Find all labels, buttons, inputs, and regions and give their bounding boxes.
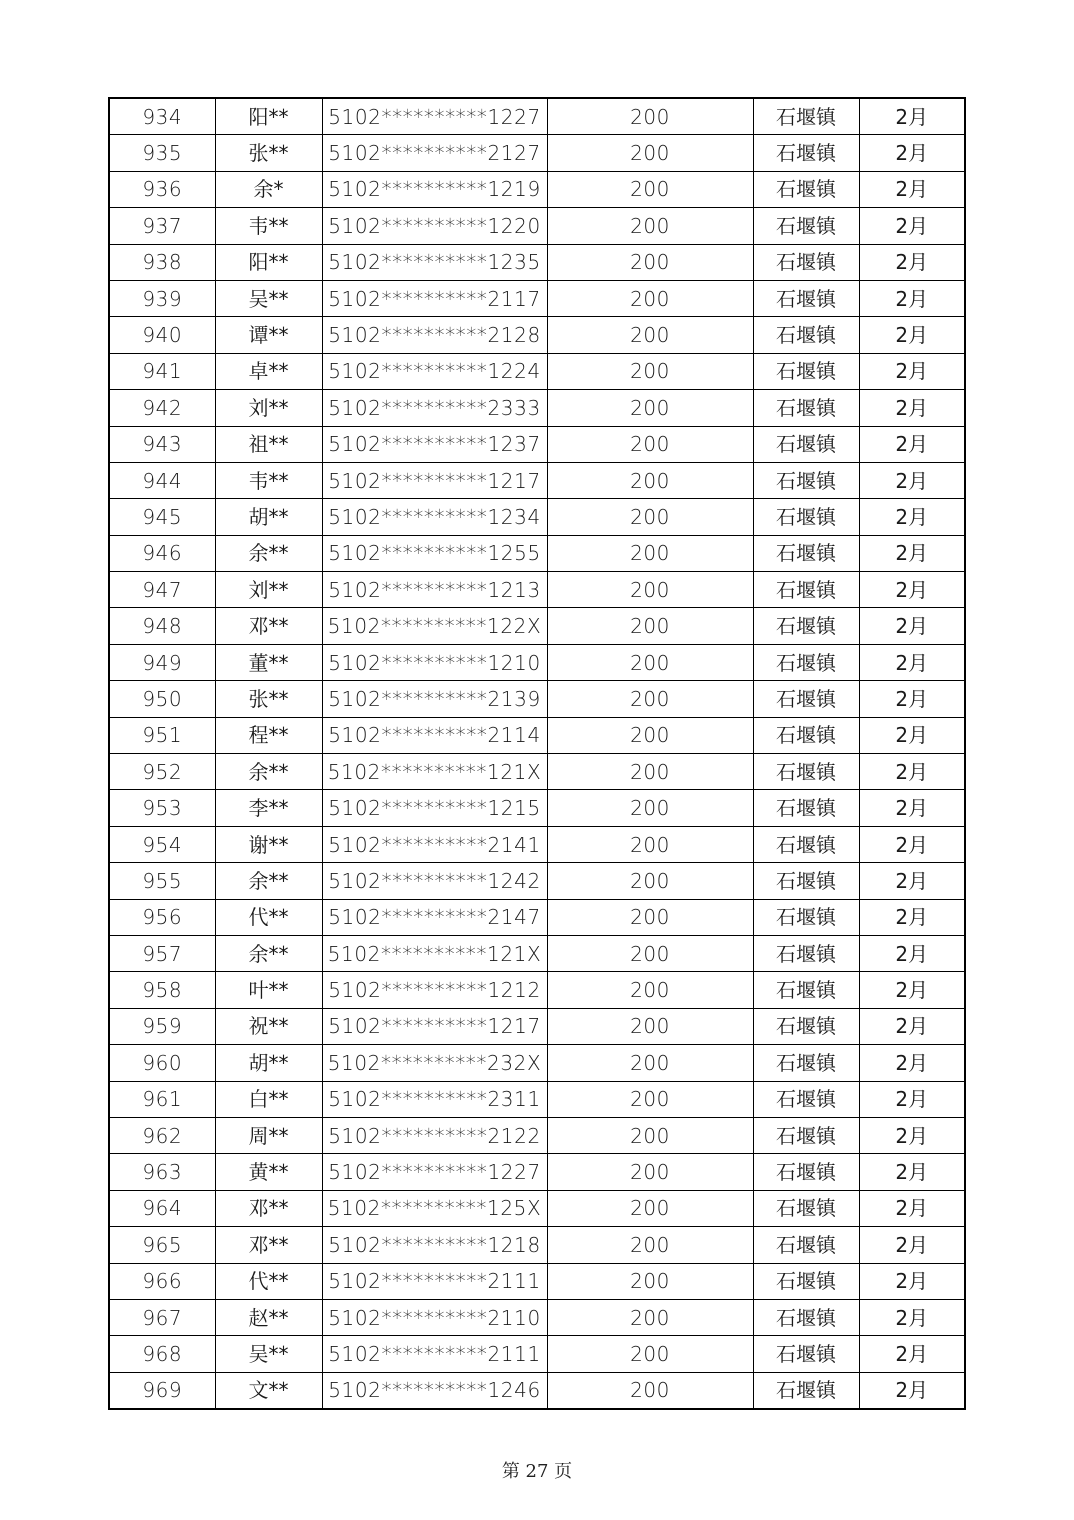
amount-cell: 200	[547, 1336, 753, 1372]
name-cell: 黄**	[215, 1154, 322, 1190]
month-cell: 2月	[859, 1117, 965, 1153]
table-row	[109, 935, 965, 971]
table-row	[109, 1299, 965, 1335]
amount-cell: 200	[547, 754, 753, 790]
id-number-cell: 5102**********1213	[322, 572, 547, 608]
id-number-cell: 5102**********1219	[322, 171, 547, 207]
id-number-cell: 5102**********2127	[322, 135, 547, 171]
amount-cell: 200	[547, 1154, 753, 1190]
table-row	[109, 1117, 965, 1153]
serial-number-cell: 964	[109, 1190, 215, 1226]
id-number-cell: 5102**********1227	[322, 1154, 547, 1190]
month-cell: 2月	[859, 98, 965, 135]
serial-number-cell: 968	[109, 1336, 215, 1372]
table-row	[109, 208, 965, 244]
table-row	[109, 1190, 965, 1226]
amount-cell: 200	[547, 1227, 753, 1263]
amount-cell: 200	[547, 171, 753, 207]
town-cell: 石堰镇	[753, 899, 859, 935]
serial-number-cell: 955	[109, 863, 215, 899]
name-cell: 邓**	[215, 608, 322, 644]
town-cell: 石堰镇	[753, 1263, 859, 1299]
id-number-cell: 5102**********1217	[322, 462, 547, 498]
amount-cell: 200	[547, 1117, 753, 1153]
id-number-cell: 5102**********1237	[322, 426, 547, 462]
town-cell: 石堰镇	[753, 826, 859, 862]
month-cell: 2月	[859, 208, 965, 244]
serial-number-cell: 965	[109, 1227, 215, 1263]
amount-cell: 200	[547, 135, 753, 171]
name-cell: 谭**	[215, 317, 322, 353]
serial-number-cell: 969	[109, 1372, 215, 1409]
town-cell: 石堰镇	[753, 171, 859, 207]
amount-cell: 200	[547, 353, 753, 389]
serial-number-cell: 948	[109, 608, 215, 644]
table-row	[109, 790, 965, 826]
town-cell: 石堰镇	[753, 535, 859, 571]
id-number-cell: 5102**********2117	[322, 280, 547, 316]
town-cell: 石堰镇	[753, 608, 859, 644]
month-cell: 2月	[859, 972, 965, 1008]
name-cell: 祖**	[215, 426, 322, 462]
id-number-cell: 5102**********1234	[322, 499, 547, 535]
id-number-cell: 5102**********1217	[322, 1008, 547, 1044]
table-row	[109, 1227, 965, 1263]
month-cell: 2月	[859, 1081, 965, 1117]
table-row	[109, 244, 965, 280]
month-cell: 2月	[859, 426, 965, 462]
id-number-cell: 5102**********1215	[322, 790, 547, 826]
id-number-cell: 5102**********2111	[322, 1263, 547, 1299]
town-cell: 石堰镇	[753, 208, 859, 244]
table-row	[109, 1263, 965, 1299]
month-cell: 2月	[859, 790, 965, 826]
amount-cell: 200	[547, 863, 753, 899]
amount-cell: 200	[547, 826, 753, 862]
month-cell: 2月	[859, 1008, 965, 1044]
id-number-cell: 5102**********2311	[322, 1081, 547, 1117]
id-number-cell: 5102**********2122	[322, 1117, 547, 1153]
id-number-cell: 5102**********125X	[322, 1190, 547, 1226]
town-cell: 石堰镇	[753, 972, 859, 1008]
serial-number-cell: 945	[109, 499, 215, 535]
id-number-cell: 5102**********1218	[322, 1227, 547, 1263]
table-row	[109, 644, 965, 680]
table-row	[109, 280, 965, 316]
table-row	[109, 717, 965, 753]
town-cell: 石堰镇	[753, 317, 859, 353]
town-cell: 石堰镇	[753, 754, 859, 790]
town-cell: 石堰镇	[753, 280, 859, 316]
name-cell: 吴**	[215, 1336, 322, 1372]
amount-cell: 200	[547, 1372, 753, 1409]
month-cell: 2月	[859, 608, 965, 644]
month-cell: 2月	[859, 1045, 965, 1081]
name-cell: 吴**	[215, 280, 322, 316]
table-row	[109, 754, 965, 790]
id-number-cell: 5102**********2333	[322, 390, 547, 426]
table-row	[109, 1336, 965, 1372]
serial-number-cell: 937	[109, 208, 215, 244]
name-cell: 胡**	[215, 1045, 322, 1081]
id-number-cell: 5102**********1246	[322, 1372, 547, 1409]
serial-number-cell: 938	[109, 244, 215, 280]
id-number-cell: 5102**********2111	[322, 1336, 547, 1372]
month-cell: 2月	[859, 171, 965, 207]
amount-cell: 200	[547, 208, 753, 244]
name-cell: 代**	[215, 1263, 322, 1299]
name-cell: 余**	[215, 935, 322, 971]
table-row	[109, 317, 965, 353]
town-cell: 石堰镇	[753, 717, 859, 753]
town-cell: 石堰镇	[753, 1227, 859, 1263]
amount-cell: 200	[547, 426, 753, 462]
month-cell: 2月	[859, 535, 965, 571]
serial-number-cell: 967	[109, 1299, 215, 1335]
town-cell: 石堰镇	[753, 1117, 859, 1153]
amount-cell: 200	[547, 1008, 753, 1044]
table-row	[109, 1081, 965, 1117]
serial-number-cell: 936	[109, 171, 215, 207]
town-cell: 石堰镇	[753, 353, 859, 389]
id-number-cell: 5102**********122X	[322, 608, 547, 644]
name-cell: 韦**	[215, 208, 322, 244]
name-cell: 李**	[215, 790, 322, 826]
name-cell: 文**	[215, 1372, 322, 1409]
town-cell: 石堰镇	[753, 1372, 859, 1409]
month-cell: 2月	[859, 1154, 965, 1190]
serial-number-cell: 956	[109, 899, 215, 935]
month-cell: 2月	[859, 863, 965, 899]
table-row	[109, 1154, 965, 1190]
id-number-cell: 5102**********1212	[322, 972, 547, 1008]
serial-number-cell: 934	[109, 98, 215, 135]
amount-cell: 200	[547, 462, 753, 498]
serial-number-cell: 944	[109, 462, 215, 498]
name-cell: 刘**	[215, 572, 322, 608]
town-cell: 石堰镇	[753, 1299, 859, 1335]
id-number-cell: 5102**********2139	[322, 681, 547, 717]
id-number-cell: 5102**********1224	[322, 353, 547, 389]
month-cell: 2月	[859, 826, 965, 862]
table-row	[109, 135, 965, 171]
name-cell: 余*	[215, 171, 322, 207]
month-cell: 2月	[859, 317, 965, 353]
amount-cell: 200	[547, 899, 753, 935]
name-cell: 阳**	[215, 98, 322, 135]
town-cell: 石堰镇	[753, 244, 859, 280]
town-cell: 石堰镇	[753, 499, 859, 535]
serial-number-cell: 958	[109, 972, 215, 1008]
id-number-cell: 5102**********121X	[322, 935, 547, 971]
table-row	[109, 826, 965, 862]
town-cell: 石堰镇	[753, 572, 859, 608]
amount-cell: 200	[547, 317, 753, 353]
serial-number-cell: 946	[109, 535, 215, 571]
month-cell: 2月	[859, 1336, 965, 1372]
amount-cell: 200	[547, 535, 753, 571]
month-cell: 2月	[859, 681, 965, 717]
name-cell: 程**	[215, 717, 322, 753]
table-row	[109, 353, 965, 389]
amount-cell: 200	[547, 681, 753, 717]
month-cell: 2月	[859, 244, 965, 280]
name-cell: 张**	[215, 135, 322, 171]
name-cell: 阳**	[215, 244, 322, 280]
town-cell: 石堰镇	[753, 1336, 859, 1372]
table-row	[109, 1045, 965, 1081]
id-number-cell: 5102**********1255	[322, 535, 547, 571]
amount-cell: 200	[547, 280, 753, 316]
name-cell: 卓**	[215, 353, 322, 389]
serial-number-cell: 962	[109, 1117, 215, 1153]
amount-cell: 200	[547, 644, 753, 680]
id-number-cell: 5102**********2147	[322, 899, 547, 935]
town-cell: 石堰镇	[753, 644, 859, 680]
roster-table	[108, 97, 966, 1410]
amount-cell: 200	[547, 790, 753, 826]
name-cell: 代**	[215, 899, 322, 935]
amount-cell: 200	[547, 390, 753, 426]
id-number-cell: 5102**********2128	[322, 317, 547, 353]
table-row	[109, 499, 965, 535]
serial-number-cell: 951	[109, 717, 215, 753]
name-cell: 周**	[215, 1117, 322, 1153]
table-row	[109, 462, 965, 498]
amount-cell: 200	[547, 717, 753, 753]
serial-number-cell: 957	[109, 935, 215, 971]
amount-cell: 200	[547, 499, 753, 535]
name-cell: 祝**	[215, 1008, 322, 1044]
serial-number-cell: 942	[109, 390, 215, 426]
month-cell: 2月	[859, 1299, 965, 1335]
month-cell: 2月	[859, 135, 965, 171]
name-cell: 余**	[215, 863, 322, 899]
name-cell: 韦**	[215, 462, 322, 498]
month-cell: 2月	[859, 572, 965, 608]
table-row	[109, 972, 965, 1008]
name-cell: 邓**	[215, 1227, 322, 1263]
table-row	[109, 572, 965, 608]
amount-cell: 200	[547, 244, 753, 280]
month-cell: 2月	[859, 899, 965, 935]
town-cell: 石堰镇	[753, 98, 859, 135]
serial-number-cell: 959	[109, 1008, 215, 1044]
id-number-cell: 5102**********1210	[322, 644, 547, 680]
serial-number-cell: 963	[109, 1154, 215, 1190]
serial-number-cell: 947	[109, 572, 215, 608]
month-cell: 2月	[859, 717, 965, 753]
table-row	[109, 681, 965, 717]
table-row	[109, 98, 965, 135]
table-row	[109, 1372, 965, 1409]
page-number: 第 27 页	[501, 1461, 573, 1482]
town-cell: 石堰镇	[753, 790, 859, 826]
month-cell: 2月	[859, 1263, 965, 1299]
id-number-cell: 5102**********2141	[322, 826, 547, 862]
name-cell: 余**	[215, 754, 322, 790]
month-cell: 2月	[859, 644, 965, 680]
serial-number-cell: 953	[109, 790, 215, 826]
serial-number-cell: 943	[109, 426, 215, 462]
serial-number-cell: 952	[109, 754, 215, 790]
amount-cell: 200	[547, 1081, 753, 1117]
name-cell: 张**	[215, 681, 322, 717]
serial-number-cell: 940	[109, 317, 215, 353]
name-cell: 刘**	[215, 390, 322, 426]
serial-number-cell: 966	[109, 1263, 215, 1299]
id-number-cell: 5102**********1235	[322, 244, 547, 280]
month-cell: 2月	[859, 754, 965, 790]
table-row	[109, 426, 965, 462]
amount-cell: 200	[547, 1045, 753, 1081]
table-row	[109, 535, 965, 571]
serial-number-cell: 950	[109, 681, 215, 717]
month-cell: 2月	[859, 499, 965, 535]
town-cell: 石堰镇	[753, 935, 859, 971]
serial-number-cell: 935	[109, 135, 215, 171]
table-row	[109, 1008, 965, 1044]
name-cell: 余**	[215, 535, 322, 571]
id-number-cell: 5102**********232X	[322, 1045, 547, 1081]
town-cell: 石堰镇	[753, 1190, 859, 1226]
serial-number-cell: 961	[109, 1081, 215, 1117]
table-row	[109, 171, 965, 207]
month-cell: 2月	[859, 1372, 965, 1409]
amount-cell: 200	[547, 972, 753, 1008]
amount-cell: 200	[547, 572, 753, 608]
amount-cell: 200	[547, 1190, 753, 1226]
month-cell: 2月	[859, 353, 965, 389]
table-row	[109, 390, 965, 426]
roster-table-body	[109, 98, 965, 1409]
serial-number-cell: 941	[109, 353, 215, 389]
serial-number-cell: 960	[109, 1045, 215, 1081]
id-number-cell: 5102**********1220	[322, 208, 547, 244]
name-cell: 邓**	[215, 1190, 322, 1226]
name-cell: 叶**	[215, 972, 322, 1008]
id-number-cell: 5102**********1227	[322, 98, 547, 135]
town-cell: 石堰镇	[753, 1008, 859, 1044]
month-cell: 2月	[859, 1227, 965, 1263]
month-cell: 2月	[859, 280, 965, 316]
id-number-cell: 5102**********121X	[322, 754, 547, 790]
month-cell: 2月	[859, 462, 965, 498]
name-cell: 赵**	[215, 1299, 322, 1335]
name-cell: 胡**	[215, 499, 322, 535]
name-cell: 白**	[215, 1081, 322, 1117]
town-cell: 石堰镇	[753, 1045, 859, 1081]
town-cell: 石堰镇	[753, 426, 859, 462]
amount-cell: 200	[547, 608, 753, 644]
town-cell: 石堰镇	[753, 681, 859, 717]
amount-cell: 200	[547, 935, 753, 971]
id-number-cell: 5102**********1242	[322, 863, 547, 899]
serial-number-cell: 939	[109, 280, 215, 316]
town-cell: 石堰镇	[753, 1081, 859, 1117]
serial-number-cell: 949	[109, 644, 215, 680]
month-cell: 2月	[859, 935, 965, 971]
table-row	[109, 863, 965, 899]
amount-cell: 200	[547, 1299, 753, 1335]
table-row	[109, 608, 965, 644]
amount-cell: 200	[547, 1263, 753, 1299]
town-cell: 石堰镇	[753, 1154, 859, 1190]
table-row	[109, 899, 965, 935]
name-cell: 谢**	[215, 826, 322, 862]
town-cell: 石堰镇	[753, 863, 859, 899]
town-cell: 石堰镇	[753, 390, 859, 426]
town-cell: 石堰镇	[753, 462, 859, 498]
month-cell: 2月	[859, 390, 965, 426]
town-cell: 石堰镇	[753, 135, 859, 171]
amount-cell: 200	[547, 98, 753, 135]
id-number-cell: 5102**********2114	[322, 717, 547, 753]
name-cell: 董**	[215, 644, 322, 680]
serial-number-cell: 954	[109, 826, 215, 862]
id-number-cell: 5102**********2110	[322, 1299, 547, 1335]
month-cell: 2月	[859, 1190, 965, 1226]
